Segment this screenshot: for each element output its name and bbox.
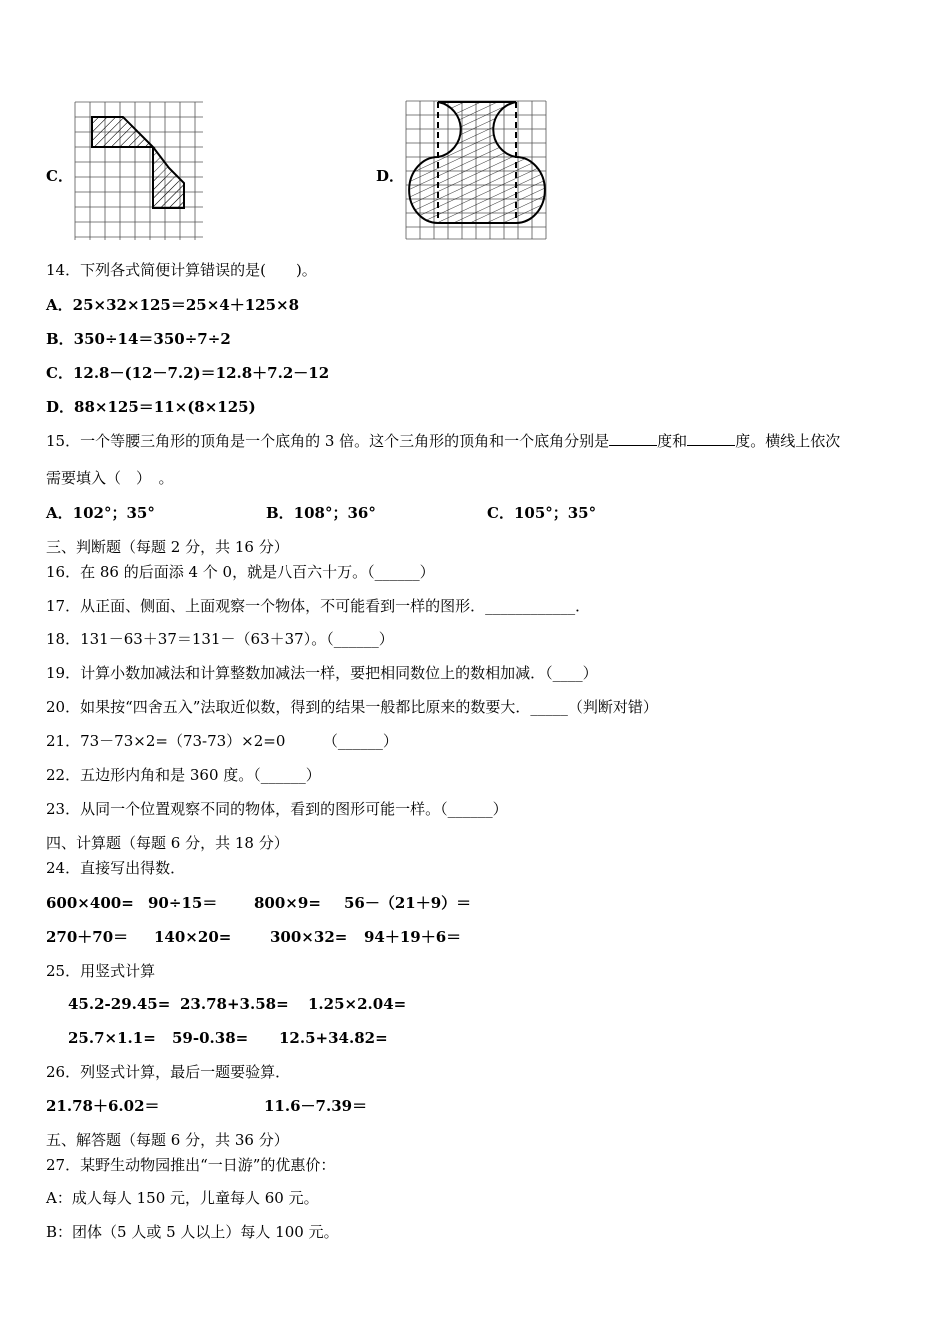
q17: 17．从正面、侧面、上面观察一个物体，不可能看到一样的图形．____________． (46, 597, 591, 615)
q27-stem: 27．某野生动物园推出“一日游”的优惠价： (46, 1156, 336, 1174)
section4-title: 四、计算题（每题 6 分，共 18 分） (46, 834, 289, 852)
q14-option-c: C．12.8－(12－7.2)＝12.8＋7.2－12 (46, 364, 330, 382)
q27-option-b: B：团体（5 人或 5 人以上）每人 100 元。 (46, 1223, 339, 1241)
q15-stem (46, 431, 840, 451)
q24-r2-c4: 94＋19＋6＝ (364, 928, 462, 946)
figure-d-label: D． (376, 167, 405, 185)
q24-r1-c3: 800×9= (254, 894, 321, 912)
q24-r2-c1: 270＋70＝ (46, 928, 129, 946)
section5-title: 五、解答题（每题 6 分，共 36 分） (46, 1131, 289, 1149)
q21: 21．73－73×2=（73-73）×2=0 （______） (46, 732, 398, 750)
q15-option-a: A．102°；35° (46, 504, 155, 522)
q14-option-d: D．88×125＝11×(8×125) (46, 398, 256, 416)
q26-stem: 26．列竖式计算，最后一题要验算． (46, 1063, 291, 1081)
figure-c-label: C． (46, 167, 73, 185)
q25-r2-c3: 12.5+34.82= (279, 1029, 388, 1047)
q14-stem: 14．下列各式简便计算错误的是( )。 (46, 261, 317, 279)
q15-blank-2[interactable] (687, 431, 735, 446)
figure-c-grid (73, 100, 205, 242)
q14-option-b: B．350÷14＝350÷7÷2 (46, 330, 231, 348)
q27-option-a: A：成人每人 150 元，儿童每人 60 元。 (46, 1189, 319, 1207)
q24-r2-c3: 300×32= (270, 928, 348, 946)
q15-stem-part-b: 度和 (657, 432, 688, 450)
q20: 20．如果按“四舍五入”法取近似数，得到的结果一般都比原来的数要大．_____（判断对错） (46, 698, 658, 716)
q25-r1-c2: 23.78+3.58= (180, 995, 289, 1013)
q16: 16．在 86 的后面添 4 个 0，就是八百六十万。（______） (46, 563, 435, 581)
q23: 23．从同一个位置观察不同的物体，看到的图形可能一样。（______） (46, 800, 508, 818)
q24-r2-c2: 140×20= (154, 928, 232, 946)
q15-blank-1[interactable] (609, 431, 657, 446)
q14-option-a: A．25×32×125＝25×4＋125×8 (46, 296, 300, 314)
q24-r1-c2: 90÷15＝ (148, 894, 218, 912)
q25-stem: 25．用竖式计算 (46, 962, 156, 980)
q25-r1-c3: 1.25×2.04= (308, 995, 407, 1013)
q15-option-c: C．105°；35° (487, 504, 597, 522)
q15-stem-part-a: 15．一个等腰三角形的顶角是一个底角的 3 倍。这个三角形的顶角和一个底角分别是 (46, 432, 610, 450)
section3-title: 三、判断题（每题 2 分，共 16 分） (46, 538, 289, 556)
q24-r1-c4: 56－（21＋9）＝ (344, 894, 472, 912)
q19: 19．计算小数加减法和计算整数加减法一样，要把相同数位上的数相加减．（____） (46, 664, 598, 682)
q15-stem-line2: 需要填入（ ） 。 (46, 469, 174, 487)
q26-item-2: 11.6－7.39＝ (264, 1097, 368, 1115)
q26-item-1: 21.78＋6.02＝ (46, 1097, 160, 1115)
q24-stem: 24．直接写出得数． (46, 859, 186, 877)
q22: 22．五边形内角和是 360 度。（______） (46, 766, 321, 784)
q24-r1-c1: 600×400= (46, 894, 134, 912)
q25-r2-c1: 25.7×1.1= (68, 1029, 156, 1047)
q18: 18．131－63＋37＝131－（63＋37）。（______） (46, 630, 394, 648)
q15-stem-part-c: 度。横线上依次 (735, 432, 841, 450)
q15-option-b: B．108°；36° (266, 504, 376, 522)
figure-d-grid (404, 99, 550, 242)
q25-r1-c1: 45.2-29.45= (68, 995, 171, 1013)
q25-r2-c2: 59-0.38= (172, 1029, 249, 1047)
